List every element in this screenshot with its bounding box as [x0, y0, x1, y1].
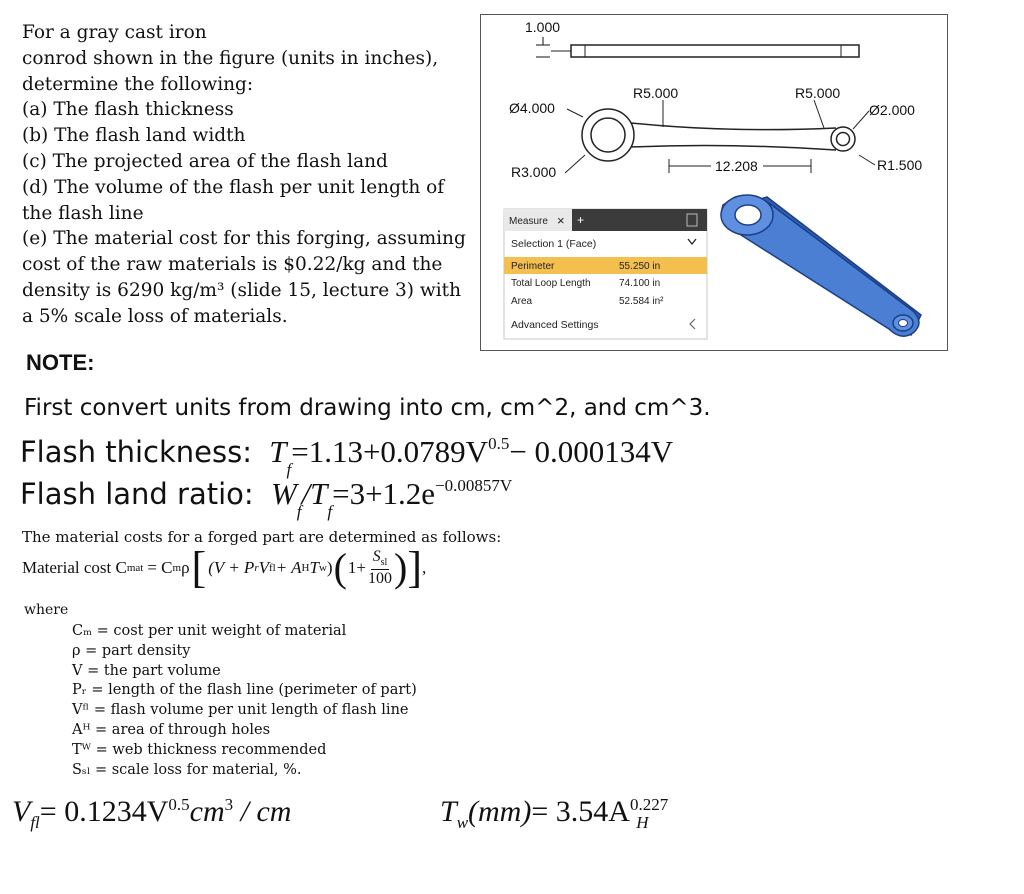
- leader-line: [565, 155, 585, 173]
- vfl-rhs: = 0.1234V: [39, 795, 169, 828]
- vfl-exponent: 0.5: [168, 795, 190, 814]
- definition-item: Vᶠˡ = flash volume per unit length of flash line: [72, 702, 409, 719]
- conrod-drawing: [481, 15, 947, 350]
- problem-line: (c) The projected area of the flash land: [22, 150, 388, 172]
- definitions-list: [72, 622, 417, 780]
- eq-subscript: f: [296, 502, 302, 522]
- side-view-bar: [571, 45, 859, 57]
- leader-line: [859, 155, 875, 165]
- material-cost-equation: [22, 543, 427, 592]
- dim-thickness: 1.000: [525, 19, 561, 35]
- problem-line: the flash line: [22, 202, 144, 224]
- fraction-num: S: [372, 548, 381, 566]
- mcost-rho: ρ: [181, 558, 190, 577]
- mcost-sub: fl: [268, 562, 276, 574]
- problem-line: (d) The volume of the flash per unit length of: [22, 176, 445, 198]
- selection-label[interactable]: Selection 1 (Face): [511, 238, 597, 250]
- eq-exponent: −0.00857V: [435, 475, 513, 495]
- problem-line: density is 6290 kg/m³ (slide 15, lecture 3) with: [22, 279, 461, 301]
- flash-land-ratio-equation: [20, 475, 513, 522]
- vfl-subscript: fl: [30, 813, 40, 832]
- definition-item: Pᵣ = length of the flash line (perimeter of part): [72, 682, 417, 699]
- dim-length: 12.208: [715, 158, 758, 174]
- dim-r3: R3.000: [511, 164, 557, 180]
- tw-rhs: = 3.54A: [531, 795, 630, 828]
- dim-r5-left: R5.000: [633, 85, 679, 101]
- tw-a-subscript: H: [636, 813, 649, 832]
- tw-exponent: 0.227: [629, 795, 669, 814]
- problem-line: (a) The flash thickness: [22, 99, 234, 121]
- bracket-close: ]: [407, 543, 422, 592]
- web-thickness-equation: [440, 795, 669, 833]
- close-icon[interactable]: ×: [557, 213, 565, 228]
- problem-line: conrod shown in the figure (units in inches),: [22, 47, 439, 69]
- tw-subscript: w: [456, 813, 469, 832]
- advanced-settings[interactable]: Advanced Settings: [511, 319, 599, 331]
- measure-row-label: Total Loop Length: [511, 278, 591, 289]
- flash-thickness-label: Flash thickness:: [20, 435, 252, 469]
- definition-item: V = the part volume: [72, 662, 221, 679]
- bracket-open: [: [191, 543, 207, 592]
- flash-thickness-equation: [20, 433, 674, 480]
- definition-item: Sₛₗ = scale loss for material, %.: [72, 761, 302, 778]
- definition-item: Tᵂ = web thickness recommended: [72, 741, 327, 758]
- mcost-symbol: + A: [275, 558, 302, 577]
- flash-land-ratio-label: Flash land ratio:: [20, 477, 254, 511]
- dim-r1-5: R1.500: [877, 157, 923, 173]
- conrod-figure: [480, 14, 948, 351]
- eq-exponent: 0.5: [488, 433, 510, 453]
- problem-line: (b) The flash land width: [22, 125, 246, 147]
- material-cost-intro: The material costs for a forged part are determined as follows:: [22, 528, 502, 546]
- eq-subscript: f: [327, 502, 333, 522]
- mcost-label-sub: mat: [126, 562, 144, 574]
- dim-big-dia: Ø4.000: [509, 100, 555, 116]
- problem-line: (e) The material cost for this forging, assuming: [22, 228, 466, 250]
- eq-term: =3+1.2e: [332, 476, 436, 511]
- eq-symbol: T: [269, 434, 287, 469]
- paren-open: (: [333, 545, 347, 590]
- where-label: where: [24, 602, 69, 618]
- mcost-eq-sub: m: [172, 562, 182, 574]
- leader-line: [814, 100, 824, 128]
- mcost-eq: = C: [147, 558, 173, 577]
- mcost-symbol: T: [309, 558, 319, 577]
- conrod-3d-model: [721, 195, 921, 336]
- mcost-label: Material cost C: [22, 558, 127, 577]
- eq-term: =1.13+0.0789V: [291, 434, 489, 469]
- dim-small-dia: Ø2.000: [869, 102, 915, 118]
- eq-subscript: f: [286, 460, 292, 480]
- measure-row-label: Perimeter: [511, 261, 555, 272]
- mcost-sub: w: [318, 562, 327, 574]
- mcost-inner: (V + P: [208, 558, 255, 577]
- mcost-close: ): [326, 558, 333, 577]
- paren-close: ): [394, 545, 408, 590]
- problem-line: a 5% scale loss of materials.: [22, 305, 288, 327]
- tw-paren: (mm): [468, 795, 532, 828]
- fraction-den: 100: [368, 569, 392, 587]
- problem-line: For a gray cast iron: [22, 22, 207, 43]
- add-icon[interactable]: +: [577, 213, 585, 227]
- problem-line: determine the following:: [22, 73, 254, 95]
- tw-symbol: T: [440, 795, 457, 828]
- dim-r5-right: R5.000: [795, 85, 841, 101]
- note-heading: NOTE:: [26, 350, 95, 375]
- eq-symbol: /T: [301, 476, 328, 511]
- mcost-sub: r: [254, 562, 259, 574]
- top-view-outline: [582, 109, 855, 161]
- mcost-symbol: V: [258, 558, 269, 577]
- definition-item: ρ = part density: [72, 642, 191, 659]
- vfl-symbol: V: [12, 795, 31, 828]
- vfl-unit-exponent: 3: [224, 795, 234, 814]
- flash-volume-equation: [12, 795, 291, 833]
- mcost-one-plus: 1+: [347, 558, 366, 577]
- definition-item: Cₘ = cost per unit weight of material: [72, 623, 347, 639]
- eq-term: − 0.000134V: [509, 434, 674, 469]
- mcost-sub: H: [301, 562, 310, 574]
- vfl-per: / cm: [233, 795, 292, 828]
- measure-row-label: Area: [511, 296, 533, 307]
- leader-line: [567, 109, 583, 117]
- measure-row-value: 74.100 in: [619, 278, 661, 289]
- definition-item: Aᴴ = area of through holes: [72, 721, 271, 738]
- measure-row-value: 52.584 in²: [619, 296, 664, 307]
- measure-tab[interactable]: Measure: [509, 216, 548, 227]
- vfl-unit: cm: [189, 795, 225, 828]
- leader-line: [853, 111, 869, 129]
- mcost-comma: ,: [421, 558, 427, 577]
- measure-panel: [504, 209, 707, 339]
- problem-statement: [22, 20, 477, 330]
- eq-symbol: W: [270, 476, 297, 511]
- problem-line: cost of the raw materials is $0.22/kg and the: [22, 254, 443, 276]
- scale-fraction: [368, 548, 392, 587]
- fraction-num-sub: sl: [380, 557, 388, 569]
- convert-instruction: First convert units from drawing into cm, cm^2, and cm^3.: [24, 395, 711, 421]
- measure-row-value: 55.250 in: [619, 261, 661, 272]
